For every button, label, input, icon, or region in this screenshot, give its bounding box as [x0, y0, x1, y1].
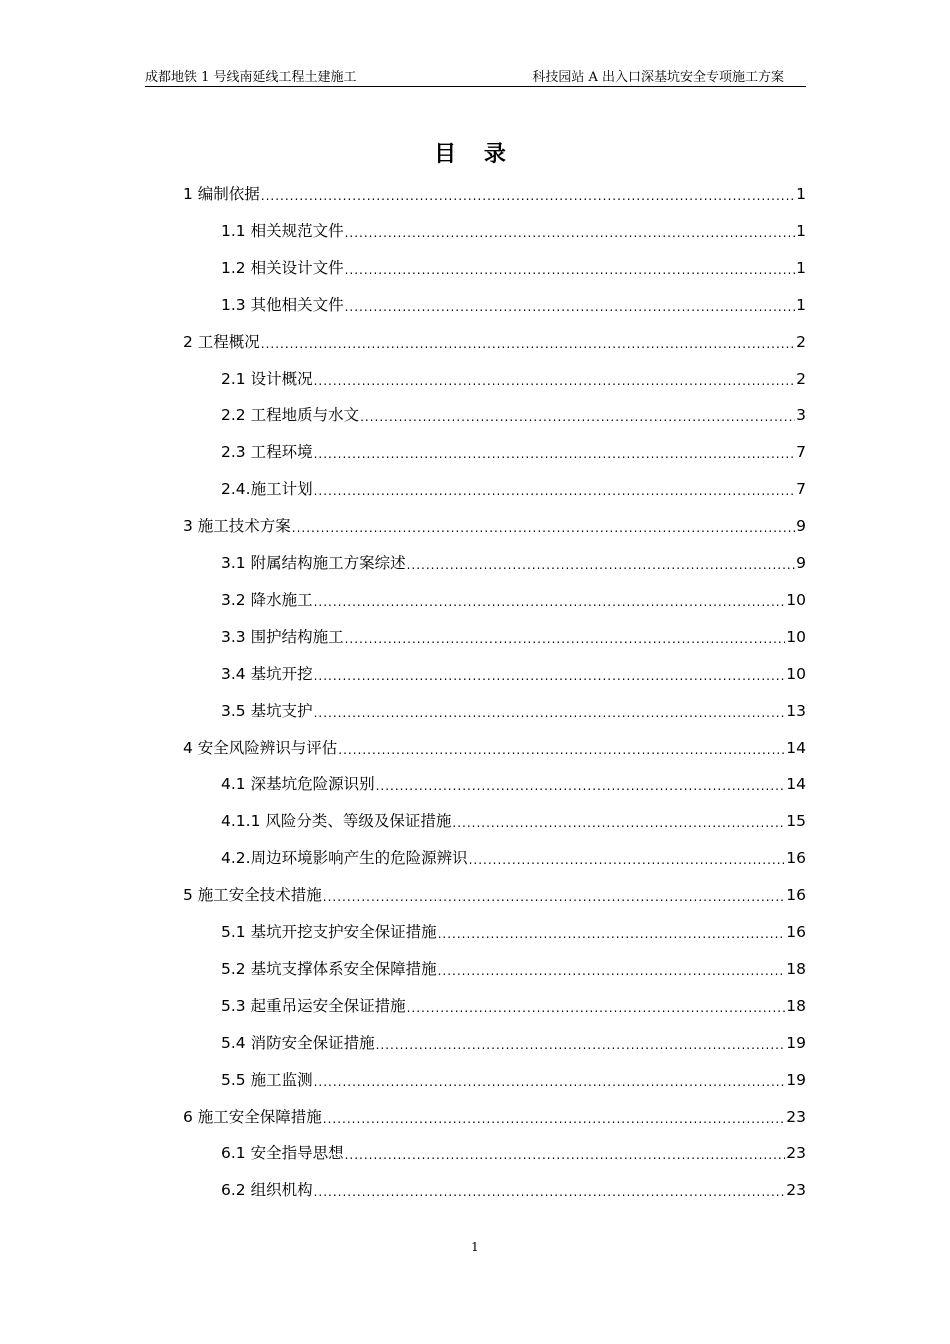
toc-entry[interactable]	[221, 440, 806, 464]
toc-dot-leader	[314, 444, 796, 464]
toc-entry-title: 2 工程概况	[183, 332, 260, 351]
toc-entry[interactable]	[221, 809, 806, 833]
toc-entry[interactable]	[221, 662, 806, 686]
toc-entry[interactable]	[221, 219, 806, 243]
toc-entry[interactable]	[221, 1031, 806, 1055]
toc-dot-leader	[376, 1035, 786, 1055]
toc-entry-page: 10	[786, 590, 806, 609]
toc-entry-title: 2.4.施工计划	[221, 480, 313, 499]
toc-entry-title: 5.3 起重吊运安全保证措施	[221, 996, 406, 1015]
toc-dot-leader	[345, 1145, 786, 1165]
toc-entry-page: 18	[786, 996, 806, 1015]
toc-entry-page: 2	[796, 369, 806, 388]
toc-dot-leader	[345, 297, 796, 317]
toc-entry[interactable]	[183, 1105, 806, 1129]
toc-entry-page: 7	[796, 480, 806, 499]
toc-entry-page: 19	[786, 1033, 806, 1052]
toc-entry-title: 6.1 安全指导思想	[221, 1144, 344, 1163]
toc-entry-page: 2	[796, 332, 806, 351]
toc-entry[interactable]	[221, 367, 806, 391]
toc-dot-leader	[314, 703, 786, 723]
toc-entry-title: 4.1 深基坑危险源识别	[221, 775, 375, 794]
toc-dot-leader	[376, 776, 786, 796]
toc-entry[interactable]	[221, 1178, 806, 1202]
toc-entry-title: 1 编制依据	[183, 185, 260, 203]
toc-entry-page: 14	[786, 738, 806, 757]
toc-entry-title: 4 安全风险辨识与评估	[183, 738, 338, 757]
toc-entry-page: 10	[786, 664, 806, 683]
toc-dot-leader	[407, 555, 796, 575]
header-document-name: 科技园站 A 出入口深基坑安全专项施工方案	[532, 70, 784, 85]
toc-dot-leader	[314, 371, 796, 391]
toc-dot-leader	[292, 518, 795, 538]
toc-entry[interactable]	[221, 957, 806, 981]
toc-entry[interactable]	[221, 477, 806, 501]
toc-entry-title: 3.2 降水施工	[221, 590, 313, 609]
toc-entry-page: 14	[786, 775, 806, 794]
toc-entry-title: 1.1 相关规范文件	[221, 221, 344, 240]
toc-entry-title: 3 施工技术方案	[183, 517, 291, 536]
toc-entry-page: 10	[786, 627, 806, 646]
toc-entry-page: 1	[796, 185, 806, 203]
toc-entry-page: 16	[786, 923, 806, 941]
header-project-name: 成都地铁 1 号线南延线工程土建施工	[145, 70, 357, 85]
toc-dot-leader	[338, 740, 785, 760]
toc-entry-title: 5.2 基坑支撑体系安全保障措施	[221, 959, 437, 978]
toc-entry[interactable]	[221, 699, 806, 723]
toc-entry-title: 3.3 围护结构施工	[221, 627, 344, 646]
toc-entry-page: 23	[786, 1107, 806, 1126]
toc-dot-leader	[345, 629, 786, 649]
toc-entry-title: 2.3 工程环境	[221, 443, 313, 462]
toc-entry-page: 3	[796, 406, 806, 425]
toc-entry-page: 9	[796, 554, 806, 572]
toc-entry-page: 9	[796, 517, 806, 536]
toc-entry[interactable]	[221, 772, 806, 796]
toc-dot-leader	[469, 850, 786, 870]
toc-entry-title: 3.5 基坑支护	[221, 701, 313, 720]
toc-entry[interactable]	[221, 256, 806, 280]
toc-entry[interactable]	[183, 514, 806, 538]
toc-entry-page: 7	[796, 443, 806, 462]
page-number: 1	[471, 1240, 479, 1254]
toc-entry[interactable]	[183, 883, 806, 907]
toc-entry-title: 3.4 基坑开挖	[221, 664, 313, 683]
toc-entry[interactable]	[221, 1068, 806, 1092]
toc-title: 目 录	[434, 142, 516, 167]
toc-entry[interactable]	[221, 846, 806, 870]
toc-entry[interactable]	[221, 403, 806, 427]
toc-entry-page: 18	[786, 959, 806, 978]
toc-entry-title: 6 施工安全保障措施	[183, 1107, 322, 1126]
toc-dot-leader	[314, 592, 786, 612]
toc-entry[interactable]	[221, 625, 806, 649]
toc-entry-page: 1	[796, 295, 806, 314]
toc-entry-title: 6.2 组织机构	[221, 1181, 313, 1200]
toc-entry-page: 19	[786, 1070, 806, 1089]
toc-entry[interactable]	[183, 736, 806, 760]
toc-dot-leader	[345, 223, 796, 243]
toc-entry-title: 4.1.1 风险分类、等级及保证措施	[221, 812, 452, 831]
toc-entry[interactable]	[221, 1141, 806, 1165]
toc-entry-page: 1	[796, 221, 806, 240]
toc-entry[interactable]	[221, 588, 806, 612]
toc-entry-title: 2.1 设计概况	[221, 369, 313, 388]
toc-entry[interactable]	[221, 293, 806, 317]
toc-entry[interactable]	[183, 182, 806, 206]
toc-entry-title: 1.3 其他相关文件	[221, 295, 344, 314]
toc-entry-title: 1.2 相关设计文件	[221, 258, 344, 277]
toc-dot-leader	[323, 1109, 785, 1129]
toc-entry-page: 15	[786, 812, 806, 831]
toc-dot-leader	[438, 924, 786, 944]
toc-entry-page: 16	[786, 849, 806, 868]
toc-entry-page: 1	[796, 258, 806, 277]
toc-entry-page: 23	[786, 1144, 806, 1163]
toc-dot-leader	[407, 998, 786, 1018]
toc-dot-leader	[261, 186, 795, 206]
toc-entry-title: 5 施工安全技术措施	[183, 886, 322, 905]
toc-entry-title: 4.2.周边环境影响产生的危险源辨识	[221, 849, 468, 868]
toc-dot-leader	[314, 1182, 786, 1202]
toc-entry-title: 5.4 消防安全保证措施	[221, 1033, 375, 1052]
toc-entry[interactable]	[221, 551, 806, 575]
toc-dot-leader	[314, 1072, 786, 1092]
toc-entry[interactable]	[221, 920, 806, 944]
toc-dot-leader	[345, 260, 796, 280]
page-header	[145, 66, 806, 87]
toc-dot-leader	[261, 334, 795, 354]
toc-dot-leader	[314, 481, 796, 501]
toc-entry[interactable]	[183, 330, 806, 354]
toc-dot-leader	[360, 407, 795, 427]
toc-dot-leader	[452, 813, 785, 833]
toc-entry-title: 5.1 基坑开挖支护安全保证措施	[221, 923, 437, 941]
toc-entry-page: 23	[786, 1181, 806, 1200]
toc-entry-title: 2.2 工程地质与水文	[221, 406, 360, 425]
toc-dot-leader	[323, 887, 785, 907]
toc-entry-title: 5.5 施工监测	[221, 1070, 313, 1089]
toc-entry-page: 16	[786, 886, 806, 905]
toc-entry-page: 13	[786, 701, 806, 720]
toc-dot-leader	[438, 961, 786, 981]
toc-dot-leader	[314, 666, 786, 686]
toc-entry[interactable]	[221, 994, 806, 1018]
toc-entry-title: 3.1 附属结构施工方案综述	[221, 554, 406, 572]
